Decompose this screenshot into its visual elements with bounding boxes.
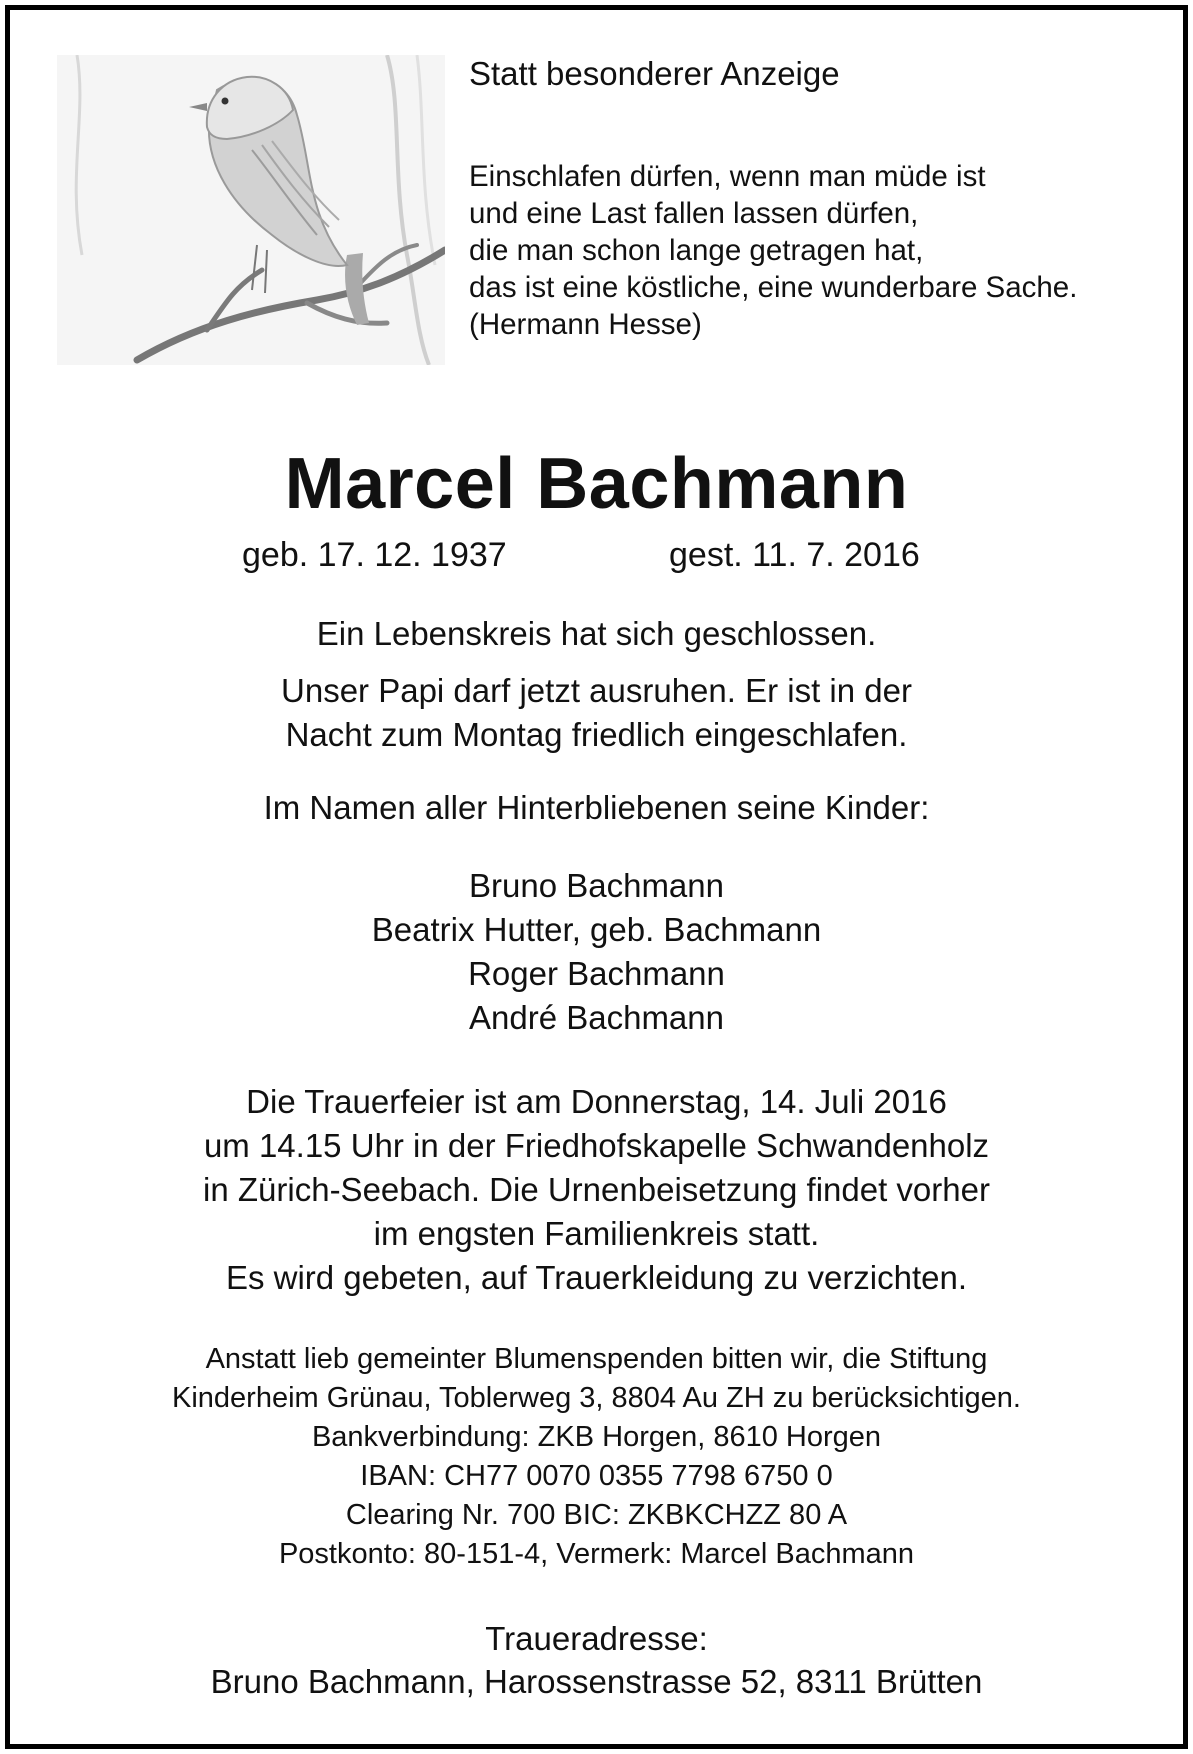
bank-line: Bankverbindung: ZKB Horgen, 8610 Horgen — [311, 1421, 882, 1453]
children-list — [20, 864, 1173, 1040]
header-note: Statt besonderer Anzeige — [469, 55, 840, 92]
donation-line: Kinderheim Grünau, Toblerweg 3, 8804 Au ZH zu berücksichtigen. — [171, 1382, 1021, 1414]
child-name: Roger Bachmann — [468, 955, 725, 992]
donation-info — [20, 1340, 1173, 1574]
iban-line: IBAN: CH77 0070 0355 7798 6750 0 — [360, 1460, 833, 1492]
papi-line: Nacht zum Montag friedlich eingeschlafen. — [285, 716, 908, 753]
death-date: gest. 11. 7. 2016 — [669, 536, 920, 574]
ceremony-info — [20, 1080, 1173, 1300]
clearing-line: Clearing Nr. 700 BIC: ZKBKCHZZ 80 A — [345, 1499, 848, 1531]
ceremony-line: im engsten Familienkreis statt. — [373, 1215, 820, 1252]
child-name: Bruno Bachmann — [469, 867, 724, 904]
poem-line: das ist eine köstliche, eine wunderbare Sache. — [469, 271, 1078, 304]
donation-line: Anstatt lieb gemeinter Blumenspenden bitten wir, die Stiftung — [205, 1343, 988, 1375]
birth-date: geb. 17. 12. 1937 — [242, 536, 507, 574]
poem — [469, 158, 1077, 343]
ceremony-line: Die Trauerfeier ist am Donnerstag, 14. Juli 2016 — [246, 1083, 947, 1120]
address-heading: Traueradresse: — [485, 1620, 708, 1657]
circle-line: Ein Lebenskreis hat sich geschlossen. — [316, 615, 877, 652]
ceremony-line: in Zürich-Seebach. Die Urnenbeisetzung findet vorher — [203, 1171, 990, 1208]
poem-author: (Hermann Hesse) — [469, 308, 702, 341]
ceremony-line: um 14.15 Uhr in der Friedhofskapelle Schwandenholz — [203, 1127, 990, 1164]
child-name: Beatrix Hutter, geb. Bachmann — [371, 911, 822, 948]
poem-line: und eine Last fallen lassen dürfen, — [469, 197, 919, 230]
bird-on-branch-illustration — [57, 55, 445, 365]
names-intro: Im Namen aller Hinterbliebenen seine Kinder: — [263, 789, 930, 826]
papi-message — [20, 669, 1173, 757]
poem-line: Einschlafen dürfen, wenn man müde ist — [469, 160, 986, 193]
poem-line: die man schon lange getragen hat, — [469, 234, 924, 267]
child-name: André Bachmann — [469, 999, 724, 1036]
deceased-name: Marcel Bachmann — [284, 444, 909, 524]
papi-line: Unser Papi darf jetzt ausruhen. Er ist in der — [281, 672, 912, 709]
ceremony-line: Es wird gebeten, auf Trauerkleidung zu verzichten. — [225, 1259, 968, 1296]
address-line: Bruno Bachmann, Harossenstrasse 52, 8311 Brütten — [210, 1663, 983, 1700]
postkonto-line: Postkonto: 80-151-4, Vermerk: Marcel Bachmann — [278, 1538, 915, 1570]
bird-illustration — [57, 55, 445, 365]
